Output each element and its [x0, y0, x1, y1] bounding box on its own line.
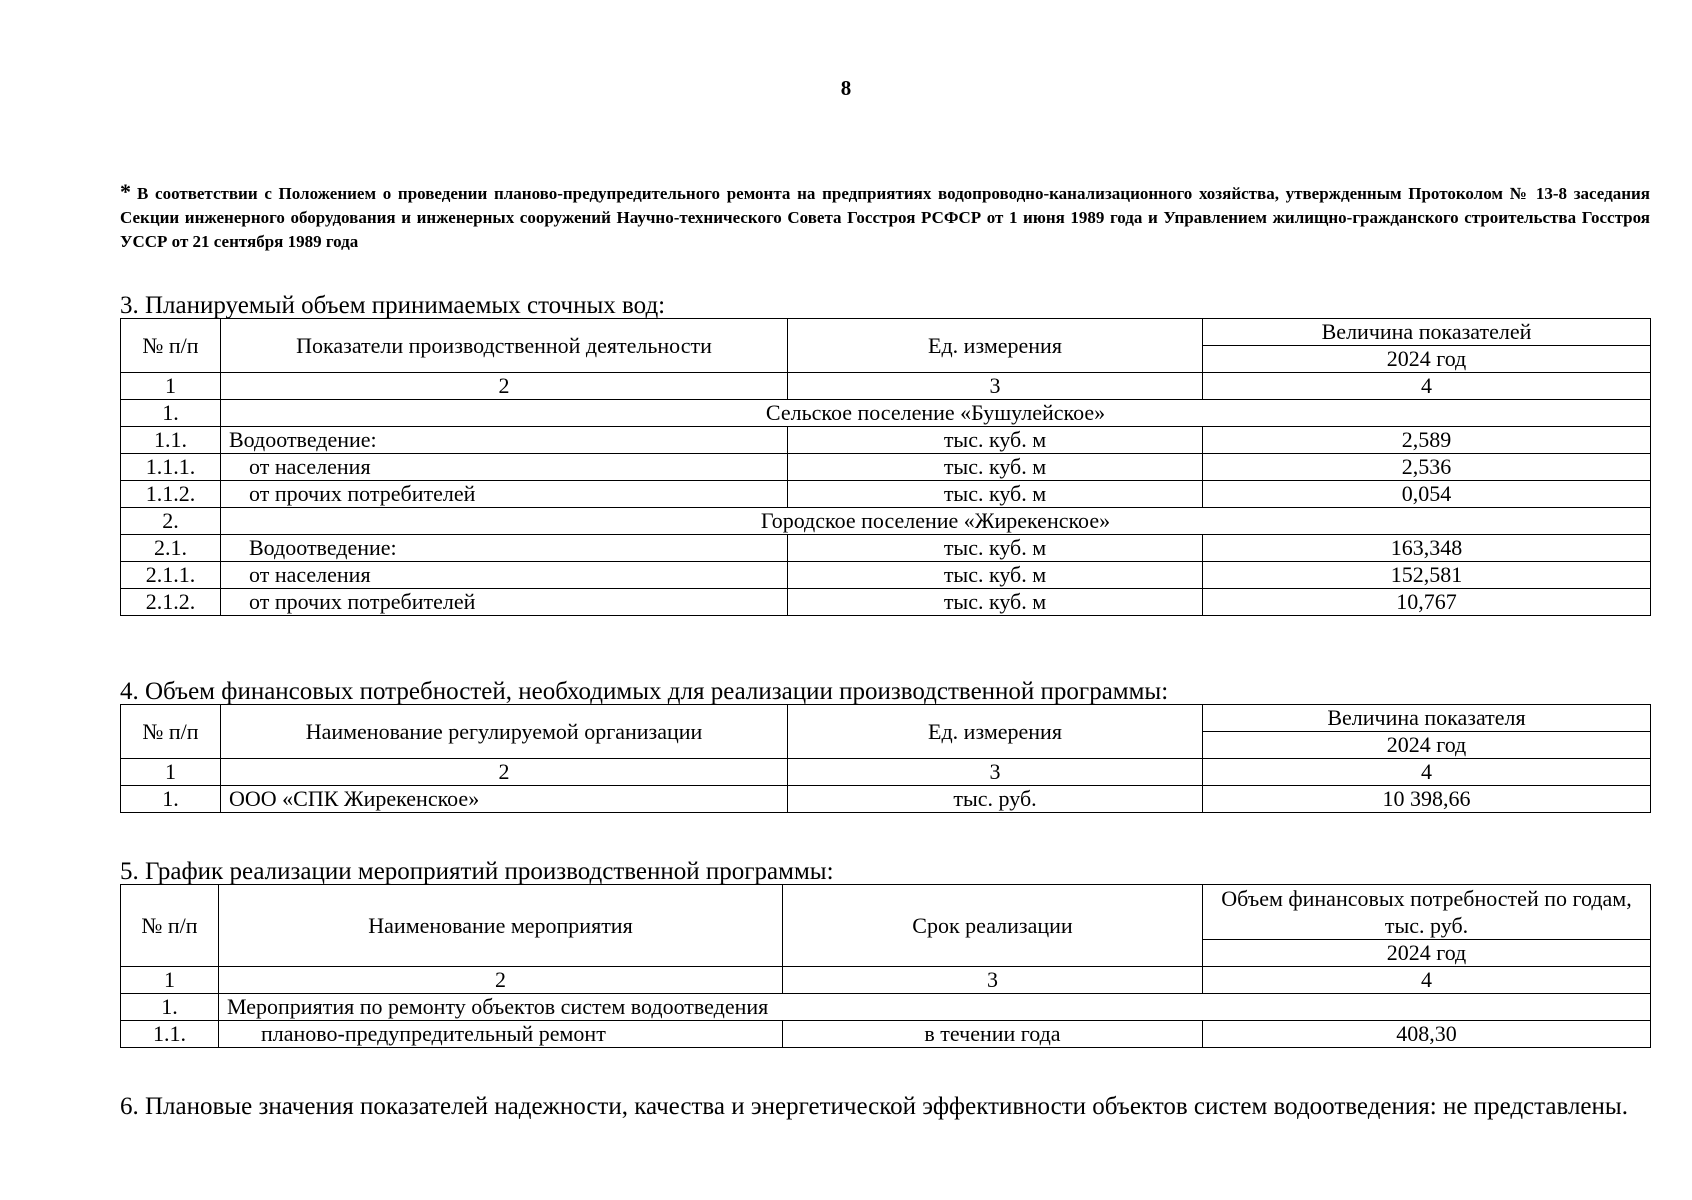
colnum: 3	[788, 373, 1203, 400]
header-org: Наименование регулируемой организации	[221, 705, 788, 759]
row-name: от населения	[221, 454, 788, 481]
section4-title: 4. Объем финансовых потребностей, необходимых для реализации производственной программы:	[120, 678, 1169, 705]
row-unit: тыс. руб.	[788, 786, 1203, 813]
header-unit: Ед. измерения	[788, 319, 1203, 373]
header-indicator: Показатели производственной деятельности	[221, 319, 788, 373]
row-term: в течении года	[783, 1021, 1203, 1048]
colnum: 4	[1203, 373, 1651, 400]
table-group-row	[121, 508, 1651, 535]
row-num: 1.1.1.	[121, 454, 221, 481]
table-colnum-row	[121, 759, 1651, 786]
header-volume: Объем финансовых потребностей по годам, тыс. руб.	[1203, 885, 1651, 940]
row-name: от прочих потребителей	[221, 481, 788, 508]
schedule-table	[120, 884, 1651, 1048]
table-row	[121, 786, 1651, 813]
row-num: 1.1.	[121, 427, 221, 454]
table-colnum-row	[121, 967, 1651, 994]
group-num: 2.	[121, 508, 221, 535]
table-group-row	[121, 994, 1651, 1021]
row-value: 10 398,66	[1203, 786, 1651, 813]
row-unit: тыс. куб. м	[788, 427, 1203, 454]
header-year: 2024 год	[1203, 346, 1651, 373]
row-value: 408,30	[1203, 1021, 1651, 1048]
table-header-row	[121, 885, 1651, 940]
row-value: 2,589	[1203, 427, 1651, 454]
group-name: Сельское поселение «Бушулейское»	[221, 400, 1651, 427]
wastewater-volume-table	[120, 318, 1651, 616]
table-row	[121, 454, 1651, 481]
section6-text: 6. Плановые значения показателей надежности, качества и энергетической эффективности объектов систем водоотведения: не представлены.	[120, 1093, 1628, 1120]
header-event: Наименование мероприятия	[219, 885, 783, 967]
colnum: 1	[121, 373, 221, 400]
row-unit: тыс. куб. м	[788, 535, 1203, 562]
group-name: Мероприятия по ремонту объектов систем водоотведения	[219, 994, 1651, 1021]
row-num: 1.1.2.	[121, 481, 221, 508]
row-name: от прочих потребителей	[221, 589, 788, 616]
header-value: Величина показателя	[1203, 705, 1651, 732]
footnote-star: *	[120, 179, 131, 204]
colnum: 2	[221, 373, 788, 400]
row-unit: тыс. куб. м	[788, 589, 1203, 616]
group-num: 1.	[121, 994, 219, 1021]
table-row	[121, 427, 1651, 454]
header-num: № п/п	[121, 319, 221, 373]
row-name: Водоотведение:	[221, 535, 788, 562]
row-num: 1.1.	[121, 1021, 219, 1048]
colnum: 1	[121, 967, 219, 994]
colnum: 2	[221, 759, 788, 786]
row-unit: тыс. куб. м	[788, 562, 1203, 589]
row-unit: тыс. куб. м	[788, 481, 1203, 508]
row-name: Водоотведение:	[221, 427, 788, 454]
header-year: 2024 год	[1203, 940, 1651, 967]
header-term: Срок реализации	[783, 885, 1203, 967]
header-unit: Ед. измерения	[788, 705, 1203, 759]
footnote-text: В соответствии с Положением о проведении планово-предупредительного ремонта на предприятиях водопроводно-канализационного хозяйства, утвержденным Протоколом № 13-8 заседания Секции инженерного оборудования и инженерных сооружений Научно-технического Совета Госстроя РСФСР от 1 июня 1989 года и Управлением жилищно-гражданского строительства Госстроя УССР от 21 сентября 1989 года	[120, 184, 1650, 251]
row-num: 2.1.1.	[121, 562, 221, 589]
table-row	[121, 481, 1651, 508]
table-header-row	[121, 705, 1651, 732]
row-value: 10,767	[1203, 589, 1651, 616]
table-row	[121, 562, 1651, 589]
colnum: 1	[121, 759, 221, 786]
row-value: 152,581	[1203, 562, 1651, 589]
table-row	[121, 535, 1651, 562]
table-group-row	[121, 400, 1651, 427]
section3-title: 3. Планируемый объем принимаемых сточных вод:	[120, 292, 666, 319]
table-colnum-row	[121, 373, 1651, 400]
group-name: Городское поселение «Жирекенское»	[221, 508, 1651, 535]
group-num: 1.	[121, 400, 221, 427]
header-num: № п/п	[121, 705, 221, 759]
row-name: планово-предупредительный ремонт	[219, 1021, 783, 1048]
header-value: Величина показателей	[1203, 319, 1651, 346]
row-value: 163,348	[1203, 535, 1651, 562]
row-num: 1.	[121, 786, 221, 813]
colnum: 4	[1203, 967, 1651, 994]
row-num: 2.1.	[121, 535, 221, 562]
page-number: 8	[840, 76, 852, 100]
table-row	[121, 1021, 1651, 1048]
row-name: ООО «СПК Жирекенское»	[221, 786, 788, 813]
table-row	[121, 589, 1651, 616]
colnum: 2	[219, 967, 783, 994]
row-num: 2.1.2.	[121, 589, 221, 616]
row-value: 2,536	[1203, 454, 1651, 481]
header-num: № п/п	[121, 885, 219, 967]
colnum: 3	[783, 967, 1203, 994]
section5-title: 5. График реализации мероприятий производственной программы:	[120, 858, 834, 885]
row-value: 0,054	[1203, 481, 1651, 508]
colnum: 3	[788, 759, 1203, 786]
header-year: 2024 год	[1203, 732, 1651, 759]
financial-needs-table	[120, 704, 1651, 813]
table-header-row	[121, 319, 1651, 346]
footnote	[120, 180, 1650, 254]
row-name: от населения	[221, 562, 788, 589]
colnum: 4	[1203, 759, 1651, 786]
row-unit: тыс. куб. м	[788, 454, 1203, 481]
